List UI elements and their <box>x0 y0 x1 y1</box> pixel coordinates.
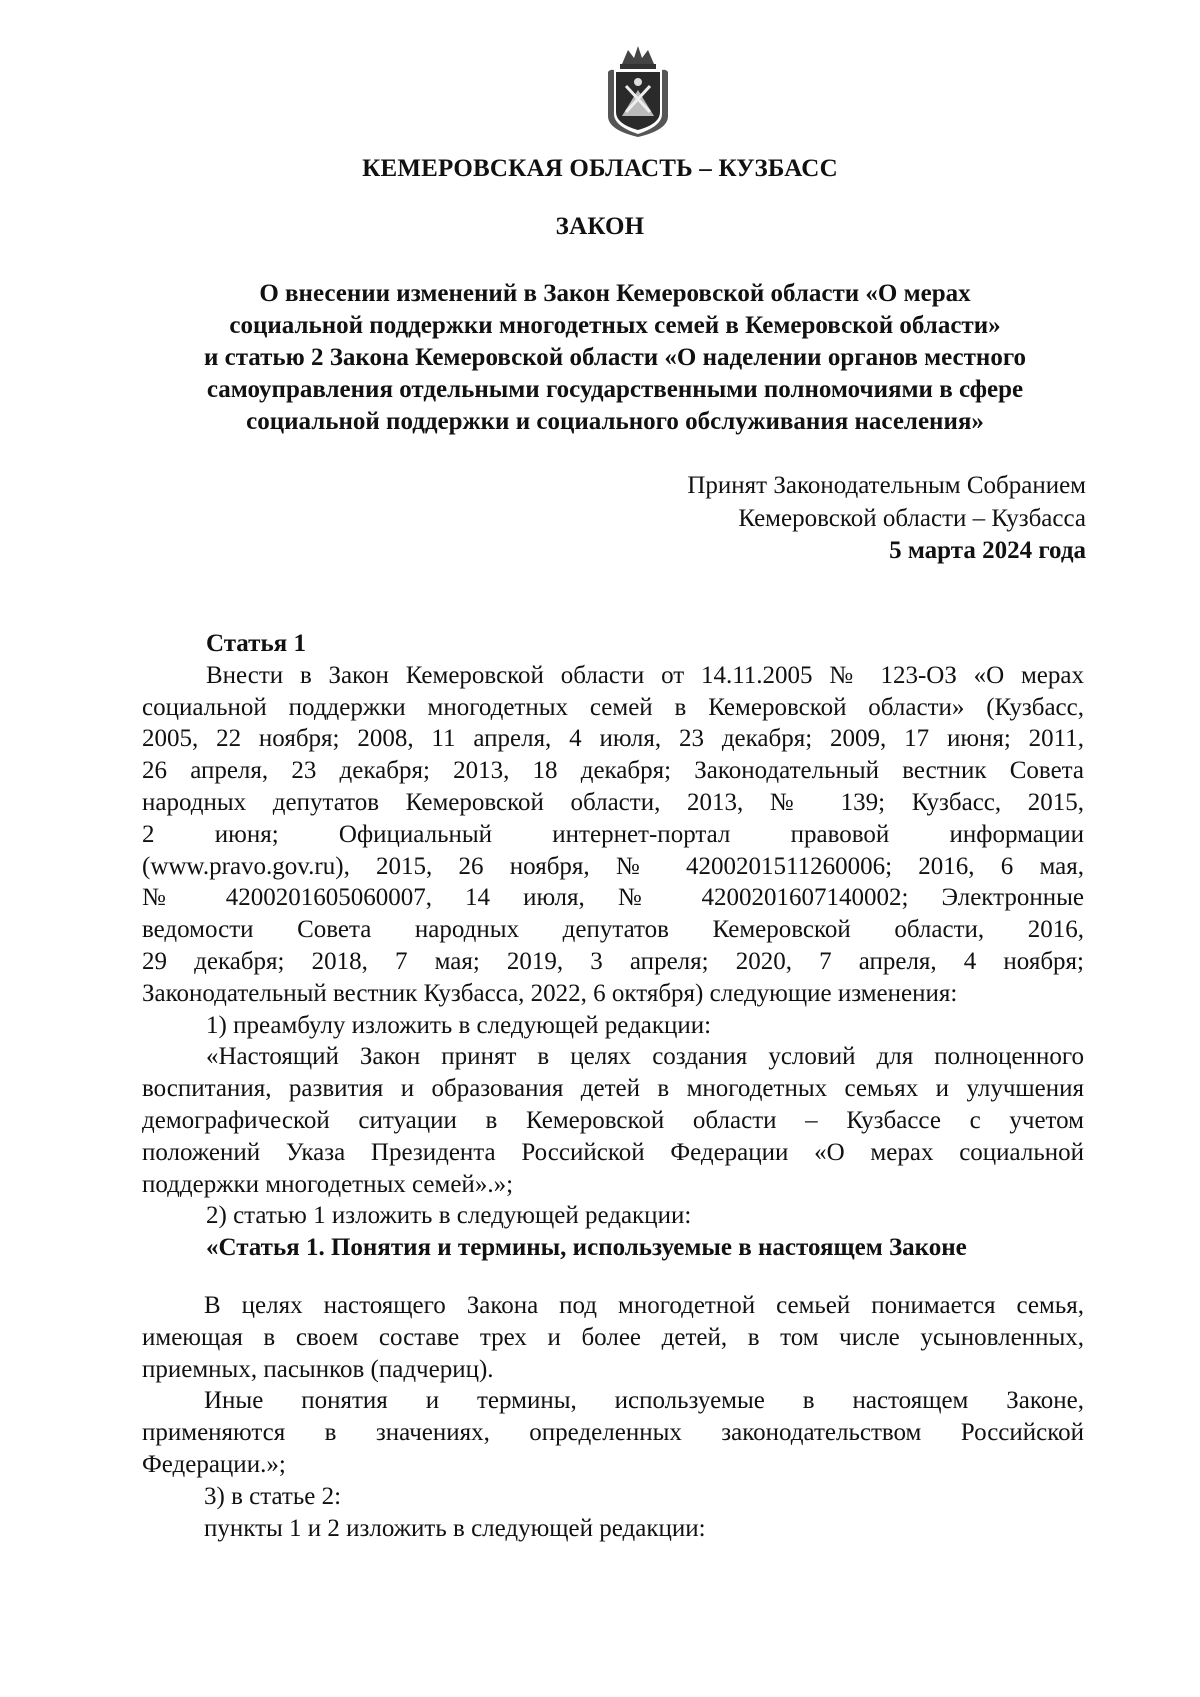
list-item: 3) в статье 2: <box>204 1482 342 1510</box>
article-heading: Статья 1 <box>206 630 306 657</box>
new-article-heading: «Статья 1. Понятия и термины, используемые в настоящем Законе <box>206 1234 967 1262</box>
paragraph-line: положений Указа Президента Российской Федерации «О мерах социальной <box>142 1138 1084 1166</box>
adoption-date: 5 марта 2024 года <box>889 537 1086 564</box>
paragraph-line: имеющая в своем составе трех и более детей, в том числе усыновленных, <box>142 1323 1084 1351</box>
paragraph-line: 26 апреля, 23 декабря; 2013, 18 декабря; Законодательный вестник Совета <box>142 757 1084 785</box>
adoption-block <box>687 470 1086 568</box>
paragraph-line: Внести в Закон Кемеровской области от 14.11.2005 № 123-ОЗ «О мерах <box>206 661 1084 689</box>
spacer <box>142 1264 1084 1290</box>
list-item: 2) статью 1 изложить в следующей редакции: <box>206 1202 692 1230</box>
paragraph-line: «Настоящий Закон принят в целях создания условий для полноценного <box>206 1043 1084 1071</box>
adoption-line: Кемеровской области – Кузбасса <box>738 504 1086 532</box>
paragraph-line: 2 июня; Официальный интернет-портал правовой информации <box>142 820 1084 848</box>
list-item: 1) преамбулу изложить в следующей редакции: <box>206 1011 712 1039</box>
coat-of-arms-icon <box>600 42 676 138</box>
adoption-line: Принят Законодательным Собранием <box>687 472 1086 499</box>
paragraph-line: воспитания, развития и образования детей в многодетных семьях и улучшения <box>142 1075 1084 1103</box>
document-type: ЗАКОН <box>555 213 645 240</box>
paragraph-line: демографической ситуации в Кемеровской области – Кузбассе с учетом <box>142 1106 1084 1134</box>
title-line: самоуправления отдельными государственными полномочиями в сфере <box>206 376 1024 403</box>
paragraph-line: Федерации.»; <box>142 1450 286 1478</box>
paragraph-line: социальной поддержки многодетных семей в Кемеровской области» (Кузбасс, <box>142 693 1084 721</box>
paragraph-line: приемных, пасынков (падчериц). <box>142 1355 494 1383</box>
paragraph-line: (www.pravo.gov.ru), 2015, 26 ноября, № 4200201511260006; 2016, 6 мая, <box>142 852 1084 880</box>
document-body <box>142 628 1084 1544</box>
paragraph-line: Законодательный вестник Кузбасса, 2022, 6 октября) следующие изменения: <box>142 979 958 1007</box>
paragraph-line: Иные понятия и термины, используемые в настоящем Законе, <box>204 1387 1084 1415</box>
region-name: КЕМЕРОВСКАЯ ОБЛАСТЬ – КУЗБАСС <box>362 155 838 182</box>
paragraph-line: применяются в значениях, определенных законодательством Российской <box>142 1419 1084 1447</box>
title-line: и статью 2 Закона Кемеровской области «О наделении органов местного <box>203 344 1027 371</box>
paragraph-line: 29 декабря; 2018, 7 мая; 2019, 3 апреля; 2020, 7 апреля, 4 ноября; <box>142 947 1084 975</box>
paragraph-line: 2005, 22 ноября; 2008, 11 апреля, 4 июля, 23 декабря; 2009, 17 июня; 2011, <box>142 725 1084 753</box>
paragraph-line: В целях настоящего Закона под многодетной семьей понимается семья, <box>204 1291 1084 1319</box>
paragraph-line: № 4200201605060007, 14 июля, № 4200201607140002; Электронные <box>142 884 1084 912</box>
paragraph-line: ведомости Совета народных депутатов Кемеровской области, 2016, <box>142 916 1084 944</box>
title-line: социальной поддержки многодетных семей в Кемеровской области» <box>229 312 1001 339</box>
title-line: О внесении изменений в Закон Кемеровской области «О мерах <box>259 280 971 307</box>
paragraph-line: народных депутатов Кемеровской области, 2013, № 139; Кузбасс, 2015, <box>142 788 1084 816</box>
title-line: социальной поддержки и социального обслуживания населения» <box>246 408 984 435</box>
paragraph-line: пункты 1 и 2 изложить в следующей редакции: <box>204 1514 706 1542</box>
paragraph-line: поддержки многодетных семей».»; <box>142 1170 514 1198</box>
law-title <box>150 278 1080 438</box>
